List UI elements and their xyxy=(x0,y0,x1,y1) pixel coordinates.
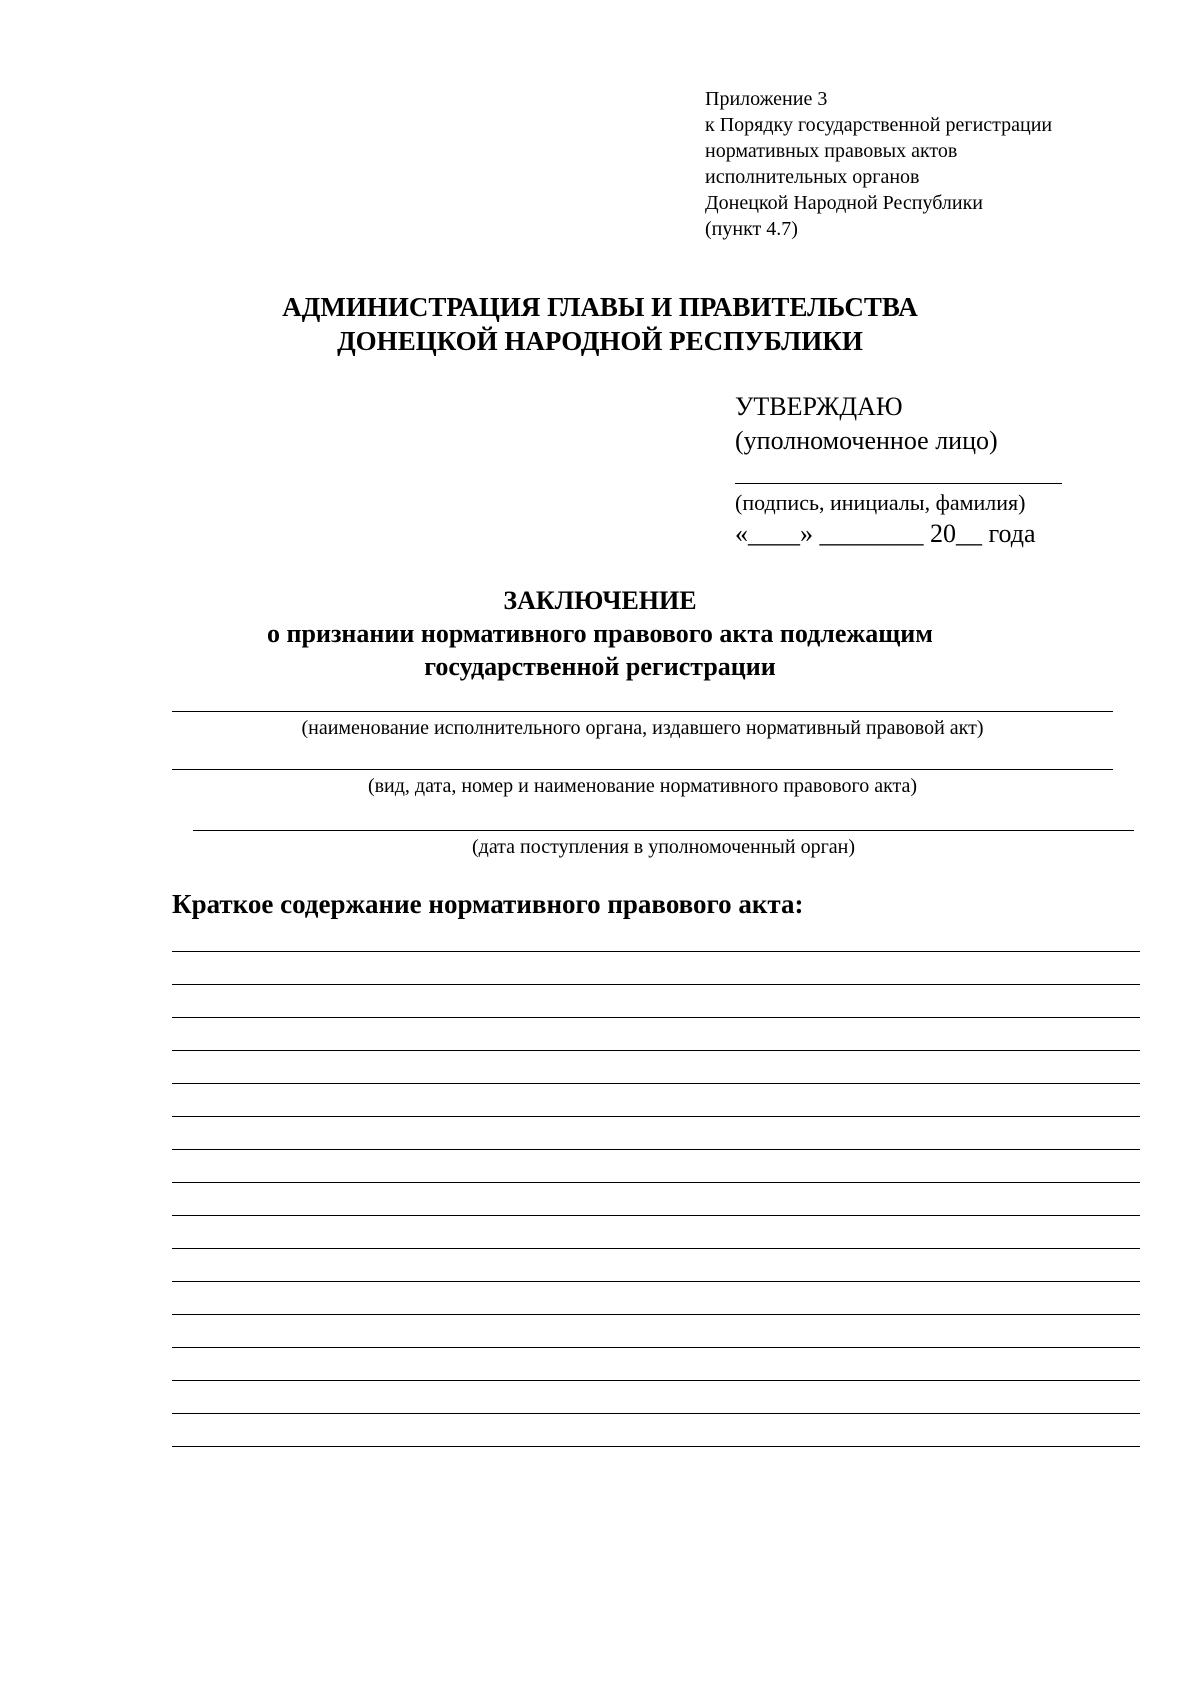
summary-ruled-line[interactable] xyxy=(172,1446,1140,1447)
summary-ruled-line[interactable] xyxy=(172,1050,1140,1051)
organization-title-line: ДОНЕЦКОЙ НАРОДНОЙ РЕСПУБЛИКИ xyxy=(337,326,863,356)
conclusion-subtitle-line: государственной регистрации xyxy=(424,652,776,681)
appendix-line: к Порядку государственной регистрации xyxy=(705,114,1053,136)
signature-line[interactable] xyxy=(735,483,1062,484)
receipt-date-caption: (дата поступления в уполномоченный орган) xyxy=(471,836,856,858)
appendix-line: исполнительных органов xyxy=(705,166,920,188)
conclusion-heading xyxy=(0,584,1200,683)
summary-ruled-line[interactable] xyxy=(172,1215,1140,1216)
summary-ruled-line[interactable] xyxy=(172,1413,1140,1414)
summary-ruled-line[interactable] xyxy=(172,1380,1140,1381)
approval-date-line[interactable]: «____» ________ 20__ года xyxy=(735,519,1036,548)
summary-ruled-line[interactable] xyxy=(172,1248,1140,1249)
conclusion-subtitle-line: о признании нормативного правового акта подлежащим xyxy=(267,619,933,648)
summary-ruled-line[interactable] xyxy=(172,1149,1140,1150)
summary-ruled-line[interactable] xyxy=(172,1314,1140,1315)
organization-title-line: АДМИНИСТРАЦИЯ ГЛАВЫ И ПРАВИТЕЛЬСТВА xyxy=(282,292,918,322)
conclusion-title: ЗАКЛЮЧЕНИЕ xyxy=(503,586,697,615)
summary-ruled-line[interactable] xyxy=(172,1281,1140,1282)
summary-ruled-line[interactable] xyxy=(172,1116,1140,1117)
summary-ruled-line[interactable] xyxy=(172,1017,1140,1018)
summary-ruled-line[interactable] xyxy=(172,1182,1140,1183)
executive-body-field[interactable] xyxy=(172,711,1113,712)
approval-word: УТВЕРЖДАЮ xyxy=(735,392,903,421)
appendix-line: нормативных правовых актов xyxy=(705,140,958,162)
appendix-line: Приложение 3 xyxy=(705,88,828,110)
receipt-date-field[interactable] xyxy=(193,830,1134,831)
appendix-line: (пункт 4.7) xyxy=(705,218,798,240)
executive-body-caption: (наименование исполнительного органа, издавшего нормативный правовой акт) xyxy=(301,717,984,739)
approval-person: (уполномоченное лицо) xyxy=(735,426,998,455)
summary-heading: Краткое содержание нормативного правового акта: xyxy=(172,889,804,919)
act-details-field[interactable] xyxy=(172,769,1113,770)
organization-title xyxy=(0,290,1200,358)
signature-caption: (подпись, инициалы, фамилия) xyxy=(735,490,1026,515)
summary-ruled-line[interactable] xyxy=(172,984,1140,985)
summary-ruled-line[interactable] xyxy=(172,1347,1140,1348)
appendix-line: Донецкой Народной Республики xyxy=(705,192,983,214)
appendix-block xyxy=(705,86,1145,242)
act-details-caption: (вид, дата, номер и наименование нормативного правового акта) xyxy=(367,775,918,797)
summary-ruled-line[interactable] xyxy=(172,1083,1140,1084)
summary-ruled-line[interactable] xyxy=(172,951,1140,952)
